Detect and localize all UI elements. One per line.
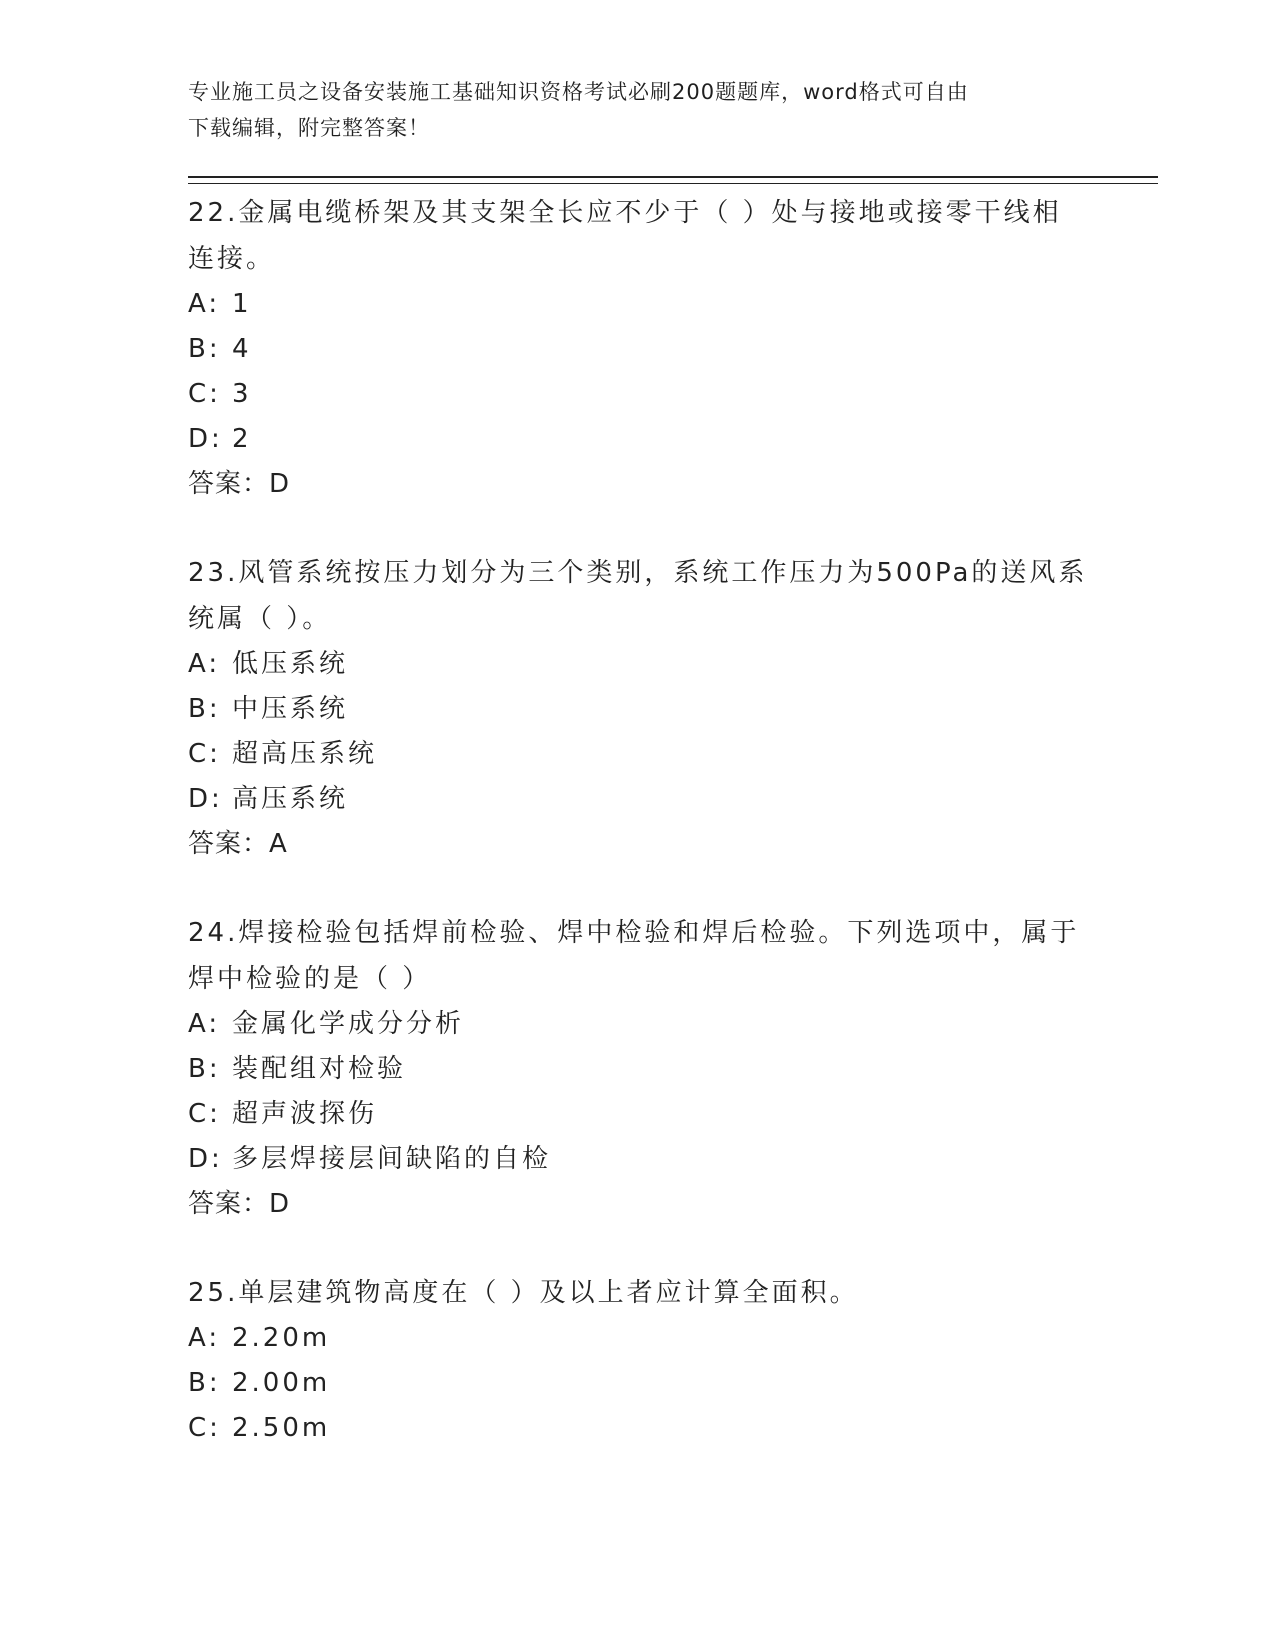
option-value: 金属化学成分分析 (232, 1009, 465, 1039)
option-key: D: (188, 424, 223, 454)
option-key: D: (188, 784, 223, 814)
answer-text: 答案：A (188, 829, 288, 859)
option-key: B: (188, 1368, 221, 1398)
question-text-line-2: 统属（ ）。 (188, 604, 332, 634)
option-value: 装配组对检验 (232, 1054, 407, 1084)
header-line-2: 下载编辑，附完整答案！ (188, 116, 430, 140)
option-value: 低压系统 (232, 649, 349, 679)
option-value: 高压系统 (232, 784, 349, 814)
option-value: 2.50m (232, 1413, 331, 1443)
question-text-line-1: 24.焊接检验包括焊前检验、焊中检验和焊后检验。下列选项中，属于 (188, 918, 1080, 948)
option-value: 超高压系统 (232, 739, 378, 769)
question-text-line-1: 23.风管系统按压力划分为三个类别，系统工作压力为500Pa的送风系 (188, 558, 1088, 588)
option-key: B: (188, 1054, 221, 1084)
option-key: C: (188, 379, 221, 409)
option-key: B: (188, 694, 221, 724)
option-value: 中压系统 (232, 694, 349, 724)
option-d (188, 777, 1088, 822)
option-b (188, 1361, 1088, 1406)
option-key: A: (188, 1009, 221, 1039)
option-value: 超声波探伤 (232, 1099, 378, 1129)
option-key: A: (188, 649, 221, 679)
answer-text: 答案：D (188, 469, 291, 499)
option-d (188, 417, 1088, 462)
option-b (188, 687, 1088, 732)
option-key: A: (188, 1323, 221, 1353)
option-a (188, 1316, 1088, 1361)
question-text-line-2: 连接。 (188, 244, 276, 274)
option-a (188, 642, 1088, 687)
option-b (188, 327, 1088, 372)
option-key: C: (188, 1413, 221, 1443)
header-line-1: 专业施工员之设备安装施工基础知识资格考试必刷200题题库，word格式可自由 (188, 80, 969, 104)
option-key: C: (188, 1099, 221, 1129)
option-key: A: (188, 289, 221, 319)
header-divider-thin (188, 183, 1158, 184)
question-25 (188, 1270, 1088, 1451)
option-c (188, 372, 1088, 417)
question-22 (188, 190, 1088, 506)
question-text-line-2: 焊中检验的是（ ） (188, 964, 432, 994)
question-23 (188, 550, 1088, 866)
question-24 (188, 910, 1088, 1226)
header-divider-thick (188, 176, 1158, 178)
option-value: 2.00m (232, 1368, 331, 1398)
option-key: B: (188, 334, 221, 364)
answer-text: 答案：D (188, 1189, 291, 1219)
option-c (188, 1406, 1088, 1451)
document-header (188, 74, 1088, 146)
option-value: 4 (232, 334, 252, 364)
question-list (188, 190, 1088, 1495)
option-c (188, 1092, 1088, 1137)
question-text-line-1: 22.金属电缆桥架及其支架全长应不少于（ ）处与接地或接零干线相 (188, 198, 1062, 228)
option-value: 2.20m (232, 1323, 331, 1353)
option-key: C: (188, 739, 221, 769)
question-text-line-1: 25.单层建筑物高度在（ ）及以上者应计算全面积。 (188, 1278, 859, 1308)
option-a (188, 282, 1088, 327)
option-b (188, 1047, 1088, 1092)
option-value: 2 (232, 424, 252, 454)
option-a (188, 1002, 1088, 1047)
option-c (188, 732, 1088, 777)
option-value: 多层焊接层间缺陷的自检 (232, 1144, 552, 1174)
option-value: 3 (232, 379, 252, 409)
option-key: D: (188, 1144, 223, 1174)
option-d (188, 1137, 1088, 1182)
option-value: 1 (232, 289, 252, 319)
